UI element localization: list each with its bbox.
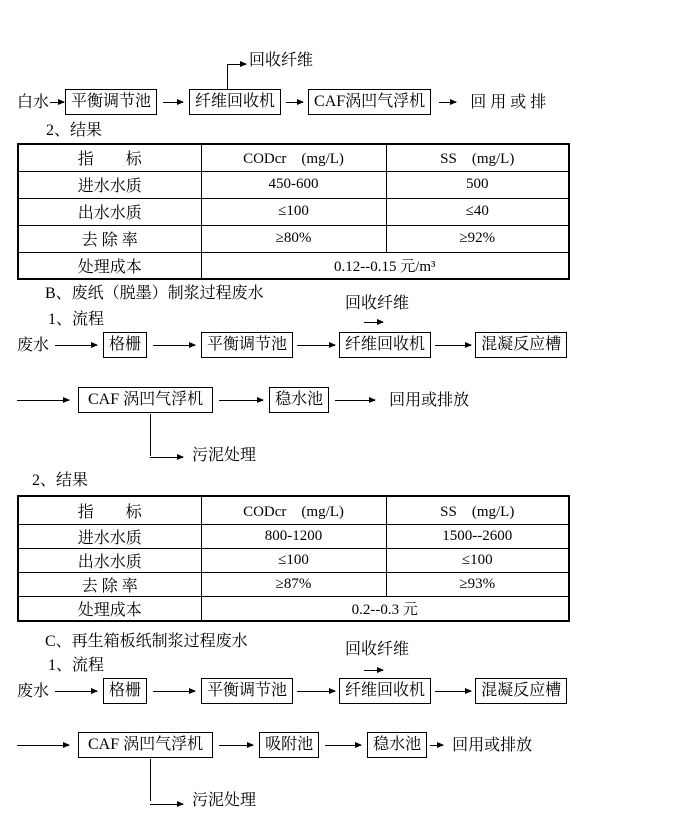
arrow-icon bbox=[55, 345, 97, 346]
table-b-cost-value: 0.2--0.3 元 bbox=[201, 596, 569, 621]
results-heading-b: 2、结果 bbox=[32, 472, 89, 489]
flow-b-box-bar-screen: 格栅 bbox=[103, 332, 147, 358]
flow-c-output: 回用或排放 bbox=[452, 736, 533, 754]
table-row bbox=[18, 171, 569, 198]
table-a-cost-label: 处理成本 bbox=[18, 252, 201, 279]
table-a-cost-value: 0.12--0.15 元/m³ bbox=[201, 252, 569, 279]
table-a-effluent-label: 出水水质 bbox=[18, 198, 201, 225]
results-heading-a: 2、结果 bbox=[46, 122, 103, 139]
flow-b-box-stabilization-tank: 稳水池 bbox=[269, 387, 329, 413]
table-row bbox=[18, 524, 569, 548]
table-b-removal-cod: ≥87% bbox=[201, 572, 386, 596]
table-row bbox=[18, 572, 569, 596]
flow-a-box-caf-flotation: CAF涡凹气浮机 bbox=[308, 89, 431, 115]
recycled-fiber-label-b: 回收纤维 bbox=[345, 295, 410, 312]
flow-b-line1 bbox=[17, 332, 567, 358]
arrow-icon bbox=[219, 745, 253, 746]
flow-c-line2 bbox=[17, 732, 532, 758]
arrow-icon bbox=[439, 102, 456, 103]
arrow-icon bbox=[297, 691, 335, 692]
flow-b-box-caf-flotation: CAF 涡凹气浮机 bbox=[78, 387, 213, 413]
sludge-branch-line-c bbox=[150, 759, 151, 801]
flow-b-box-coagulation-tank: 混凝反应槽 bbox=[475, 332, 567, 358]
arrow-icon bbox=[17, 400, 69, 401]
table-row bbox=[18, 548, 569, 572]
sludge-branch-arrow-c bbox=[150, 804, 183, 805]
table-a-header-ss: SS (mg/L) bbox=[386, 144, 569, 171]
arrow-icon bbox=[50, 102, 64, 103]
branch-arrow-b bbox=[364, 322, 383, 323]
table-b-header-cod: CODcr (mg/L) bbox=[201, 496, 386, 524]
arrow-icon bbox=[297, 345, 335, 346]
table-row bbox=[18, 252, 569, 279]
table-a-influent-ss: 500 bbox=[386, 171, 569, 198]
table-b-influent-cod: 800-1200 bbox=[201, 524, 386, 548]
table-b-effluent-label: 出水水质 bbox=[18, 548, 201, 572]
flow-b-box-balance-tank: 平衡调节池 bbox=[201, 332, 293, 358]
table-b-removal-ss: ≥93% bbox=[386, 572, 569, 596]
flow-a bbox=[17, 89, 546, 115]
arrow-icon bbox=[430, 745, 443, 746]
branch-arrow-a bbox=[227, 64, 246, 65]
arrow-icon bbox=[435, 345, 471, 346]
section-c-flow-heading: 1、流程 bbox=[48, 657, 105, 674]
table-a-header-indicator: 指 标 bbox=[18, 144, 201, 171]
branch-arrow-c bbox=[364, 670, 383, 671]
flow-a-box-balance-tank: 平衡调节池 bbox=[65, 89, 157, 115]
section-c-heading: C、再生箱板纸制浆过程废水 bbox=[45, 633, 248, 650]
flow-a-output: 回 用 或 排 bbox=[470, 93, 547, 111]
table-a-effluent-cod: ≤100 bbox=[201, 198, 386, 225]
arrow-icon bbox=[17, 745, 69, 746]
table-b-header-ss: SS (mg/L) bbox=[386, 496, 569, 524]
table-a-removal-ss: ≥92% bbox=[386, 225, 569, 252]
table-a-influent-cod: 450-600 bbox=[201, 171, 386, 198]
arrow-icon bbox=[163, 102, 183, 103]
sludge-label-c: 污泥处理 bbox=[192, 792, 257, 809]
table-b-header-indicator: 指 标 bbox=[18, 496, 201, 524]
table-row bbox=[18, 144, 569, 171]
flow-b-box-fiber-recovery: 纤维回收机 bbox=[339, 332, 431, 358]
table-b-cost-label: 处理成本 bbox=[18, 596, 201, 621]
results-table-a bbox=[17, 143, 570, 280]
results-table-b bbox=[17, 495, 570, 622]
section-b-flow-heading: 1、流程 bbox=[48, 311, 105, 328]
arrow-icon bbox=[435, 691, 471, 692]
flow-c-input: 废水 bbox=[17, 682, 50, 700]
arrow-icon bbox=[55, 691, 97, 692]
flow-c-box-coagulation-tank: 混凝反应槽 bbox=[475, 678, 567, 704]
sludge-label-b: 污泥处理 bbox=[192, 447, 257, 464]
table-row bbox=[18, 596, 569, 621]
arrow-icon bbox=[335, 400, 375, 401]
recycled-fiber-label-c: 回收纤维 bbox=[345, 641, 410, 658]
arrow-icon bbox=[325, 745, 361, 746]
branch-line-a bbox=[227, 64, 228, 91]
recycled-fiber-label-a: 回收纤维 bbox=[249, 52, 314, 69]
flow-c-line1 bbox=[17, 678, 567, 704]
table-b-removal-label: 去 除 率 bbox=[18, 572, 201, 596]
flow-a-box-fiber-recovery: 纤维回收机 bbox=[189, 89, 281, 115]
flow-c-box-bar-screen: 格栅 bbox=[103, 678, 147, 704]
flow-b-output: 回用或排放 bbox=[389, 391, 470, 409]
sludge-branch-arrow-b bbox=[150, 457, 183, 458]
flow-a-input: 白水 bbox=[17, 93, 50, 111]
flow-c-box-stabilization-tank: 稳水池 bbox=[367, 732, 427, 758]
table-a-removal-cod: ≥80% bbox=[201, 225, 386, 252]
arrow-icon bbox=[153, 345, 195, 346]
table-row bbox=[18, 198, 569, 225]
table-a-influent-label: 进水水质 bbox=[18, 171, 201, 198]
flow-c-box-balance-tank: 平衡调节池 bbox=[201, 678, 293, 704]
table-b-effluent-cod: ≤100 bbox=[201, 548, 386, 572]
table-a-header-cod: CODcr (mg/L) bbox=[201, 144, 386, 171]
table-b-influent-label: 进水水质 bbox=[18, 524, 201, 548]
table-a-effluent-ss: ≤40 bbox=[386, 198, 569, 225]
flow-b-input: 废水 bbox=[17, 336, 50, 354]
table-b-influent-ss: 1500--2600 bbox=[386, 524, 569, 548]
table-b-effluent-ss: ≤100 bbox=[386, 548, 569, 572]
flow-c-box-adsorption-tank: 吸附池 bbox=[259, 732, 319, 758]
flow-b-line2 bbox=[17, 387, 469, 413]
section-b-heading: B、废纸（脱墨）制浆过程废水 bbox=[45, 285, 264, 302]
flow-c-box-caf-flotation: CAF 涡凹气浮机 bbox=[78, 732, 213, 758]
arrow-icon bbox=[286, 102, 303, 103]
table-a-removal-label: 去 除 率 bbox=[18, 225, 201, 252]
flow-c-box-fiber-recovery: 纤维回收机 bbox=[339, 678, 431, 704]
table-row bbox=[18, 496, 569, 524]
arrow-icon bbox=[153, 691, 195, 692]
sludge-branch-line-b bbox=[150, 414, 151, 456]
table-row bbox=[18, 225, 569, 252]
arrow-icon bbox=[219, 400, 263, 401]
